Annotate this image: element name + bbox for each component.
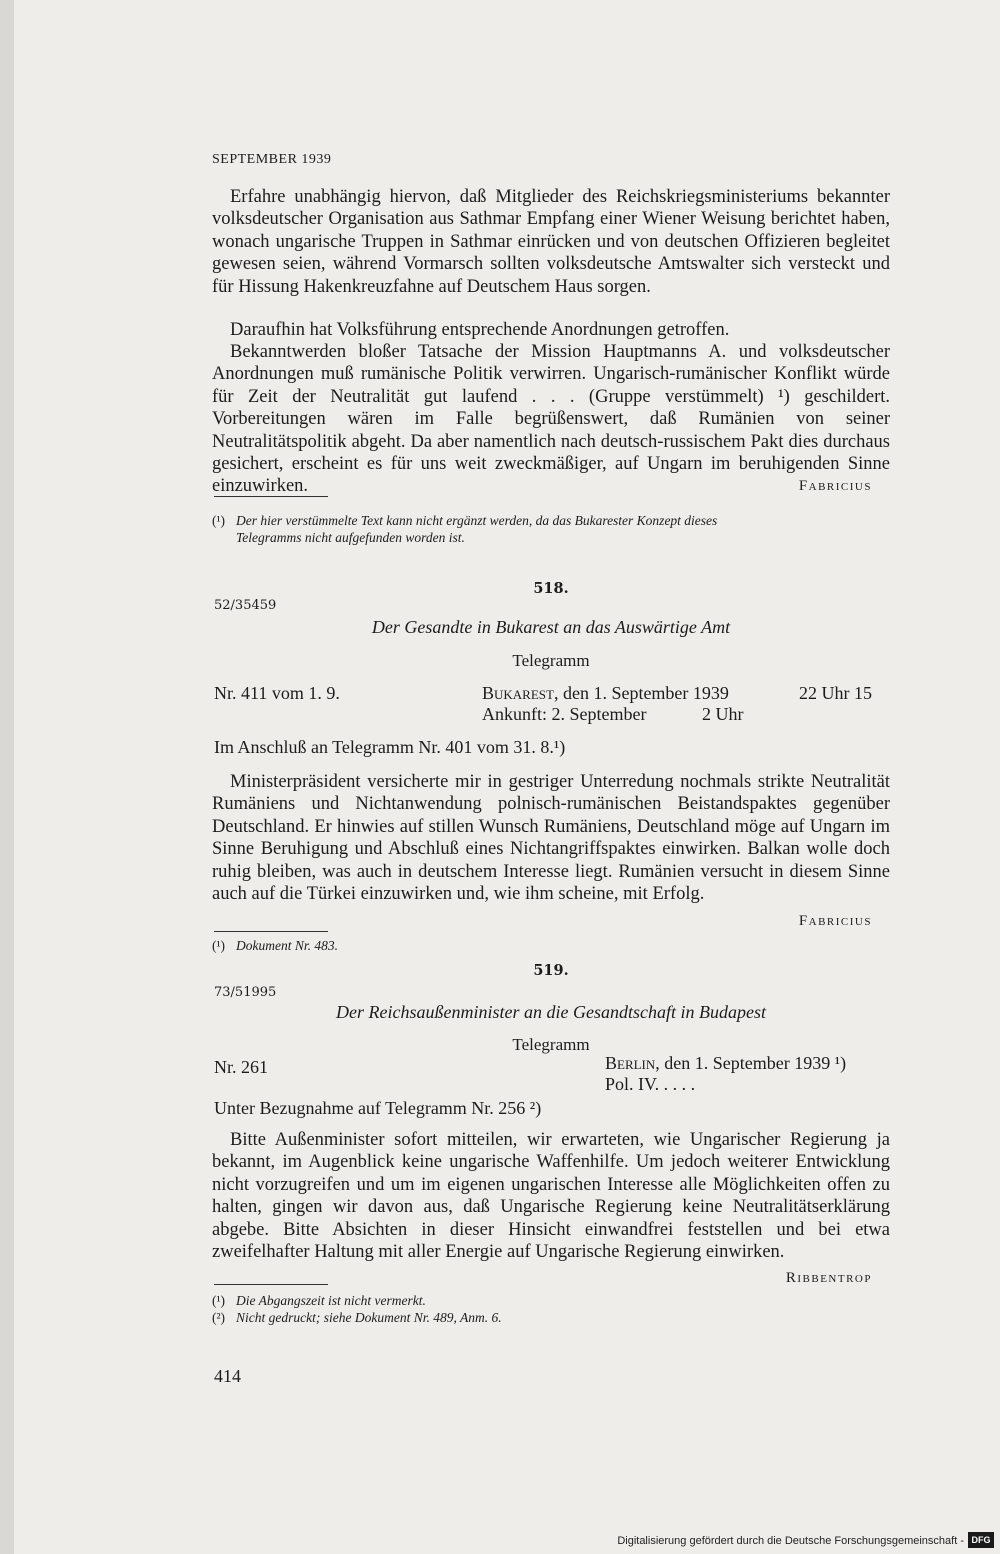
footnote-text: Der hier verstümmelte Text kann nicht ergänzt werden, da das Bukarester Konzept dieses bbox=[236, 513, 718, 528]
footnote-text: Die Abgangszeit ist nicht vermerkt. bbox=[236, 1293, 426, 1308]
digitization-credit: Digitalisierung gefördert durch die Deutsche Forschungsgemeinschaft - bbox=[617, 1535, 964, 1547]
doc518-nr: Nr. 411 vom 1. 9. bbox=[214, 683, 340, 703]
doc517-signature: Fabricius bbox=[798, 478, 872, 494]
doc519-place-date bbox=[605, 1053, 846, 1074]
doc519-heading: Der Reichsaußenminister an die Gesandtschaft in Budapest bbox=[336, 1002, 766, 1022]
doc518-date: den 1. September 1939 bbox=[562, 683, 729, 703]
doc519-place: Berlin, bbox=[605, 1053, 660, 1073]
doc519-file-number: 73/51995 bbox=[214, 985, 277, 1000]
doc519-nr: Nr. 261 bbox=[214, 1057, 268, 1077]
doc519-body: Bitte Außenminister sofort mitteilen, wir erwarteten, wie Ungarischer Regierung ja bekannt, im Augenblick keine ungarische Waffenhilfe. Um jedoch weiterer Entwicklung nicht vorzugreifen und um im eigenen ungarischen Interesse alle Möglichkeiten offen zu halten, gingen wir davon aus, daß Ungarische Regierung keine Neutralitätserklärung abgebe. Bitte Absichten in dieser Hinsicht einwandfrei feststellen und bei etwa zweifelhafter Haltung mit aller Energie auf Ungarische Regierung einwirken. bbox=[212, 1130, 890, 1263]
footnote-marker: (¹) bbox=[212, 938, 226, 953]
doc518-body: Ministerpräsident versicherte mir in gestriger Unterredung nochmals strikte Neutralität Rumäniens und Nichtanwendung polnisch-rumänischen Beistandspaktes gegenüber Deutschland. Er hinwies auf stillen Wunsch Rumäniens, Deutschland möge auf Ungarn im Sinne Beruhigung und Abschluß eines Nichtangriffspaktes einwirken. Balkan wolle doch ruhig bleiben, was auch in deutschem Interesse liegt. Rumänien versucht in diesem Sinne auch auf die Türkei einzuwirken und, wie ihm scheine, mit Erfolg. bbox=[212, 772, 890, 905]
doc518-arrival-time: 2 Uhr bbox=[702, 704, 744, 724]
doc519-date: den 1. September 1939 ¹) bbox=[664, 1053, 847, 1073]
doc518-signature: Fabricius bbox=[798, 913, 872, 929]
doc517-paragraph-3: Bekanntwerden bloßer Tatsache der Mission Hauptmanns A. und volksdeutscher Anordnungen muß rumänische Politik verwirren. Ungarisch-rumänischer Konflikt würde für Zeit der Neutralität gut laufend . . . (Gruppe verstümmelt) ¹) geschildert. Vorbereitungen wären im Falle begrüßenswert, daß Rumänien von seiner Neutralitätspolitik abgeht. Da aber namentlich nach deutsch-russischem Pakt dies durchaus gesichert, erscheint es für uns weit zweckmäßiger, auf Ungarn im beruhigenden Sinne einzuwirken. bbox=[212, 342, 890, 497]
doc519-reference: Unter Bezugnahme auf Telegramm Nr. 256 ²) bbox=[214, 1098, 542, 1118]
running-head: SEPTEMBER 1939 bbox=[212, 152, 332, 167]
footnote-text: Dokument Nr. 483. bbox=[236, 938, 338, 953]
scan-edge bbox=[0, 0, 14, 1554]
document-page bbox=[212, 0, 890, 1554]
doc517-paragraph-1: Erfahre unabhängig hiervon, daß Mitglieder des Reichskriegsministeriums bekannter volksdeutscher Organisation aus Sathmar Empfang einer Wiener Weisung berichtet haben, wonach ungarische Truppen in Sathmar einrücken und von deutschen Offizieren begleitet gewesen seien, während Vormarsch sollten volksdeutsche Amtswalter sich versteckt und für Hissung Hakenkreuzfahne auf Deutschem Haus sorgen. bbox=[212, 187, 890, 297]
doc517-paragraph-2: Daraufhin hat Volksführung entsprechende Anordnungen getroffen. bbox=[230, 320, 730, 340]
footnote-marker: (¹) bbox=[212, 513, 226, 528]
footnote-rule bbox=[214, 496, 328, 497]
doc518-time: 22 Uhr 15 bbox=[799, 683, 872, 703]
doc519-number: 519. bbox=[533, 962, 569, 979]
footnote-marker: (²) bbox=[212, 1310, 226, 1325]
doc519-pol: Pol. IV. . . . . bbox=[605, 1074, 696, 1094]
doc517-footnote-1 bbox=[212, 512, 890, 546]
page-number: 414 bbox=[214, 1366, 241, 1386]
footnote-rule bbox=[214, 931, 328, 932]
footnote-continuation: Telegramms nicht aufgefunden worden ist. bbox=[236, 530, 465, 545]
footnote-rule bbox=[214, 1284, 328, 1285]
doc519-footnote-2 bbox=[212, 1309, 890, 1326]
footnote-marker: (¹) bbox=[212, 1293, 226, 1308]
doc518-place-date bbox=[482, 683, 729, 704]
doc519-type: Telegramm bbox=[512, 1035, 590, 1054]
doc519-signature: Ribbentrop bbox=[785, 1270, 872, 1286]
doc518-number: 518. bbox=[533, 580, 569, 597]
doc518-type: Telegramm bbox=[512, 651, 590, 670]
doc518-footnote-1 bbox=[212, 937, 890, 954]
doc519-footnote-1 bbox=[212, 1292, 890, 1309]
doc518-reference: Im Anschluß an Telegramm Nr. 401 vom 31. 8.¹) bbox=[214, 737, 566, 757]
footnote-text: Nicht gedruckt; siehe Dokument Nr. 489, Anm. 6. bbox=[236, 1310, 502, 1325]
doc518-arrival: Ankunft: 2. September bbox=[482, 704, 647, 724]
dfg-logo: DFG bbox=[968, 1532, 994, 1548]
doc518-file-number: 52/35459 bbox=[214, 598, 277, 613]
doc518-heading: Der Gesandte in Bukarest an das Auswärtige Amt bbox=[371, 617, 731, 637]
doc518-place: Bukarest, bbox=[482, 683, 559, 703]
